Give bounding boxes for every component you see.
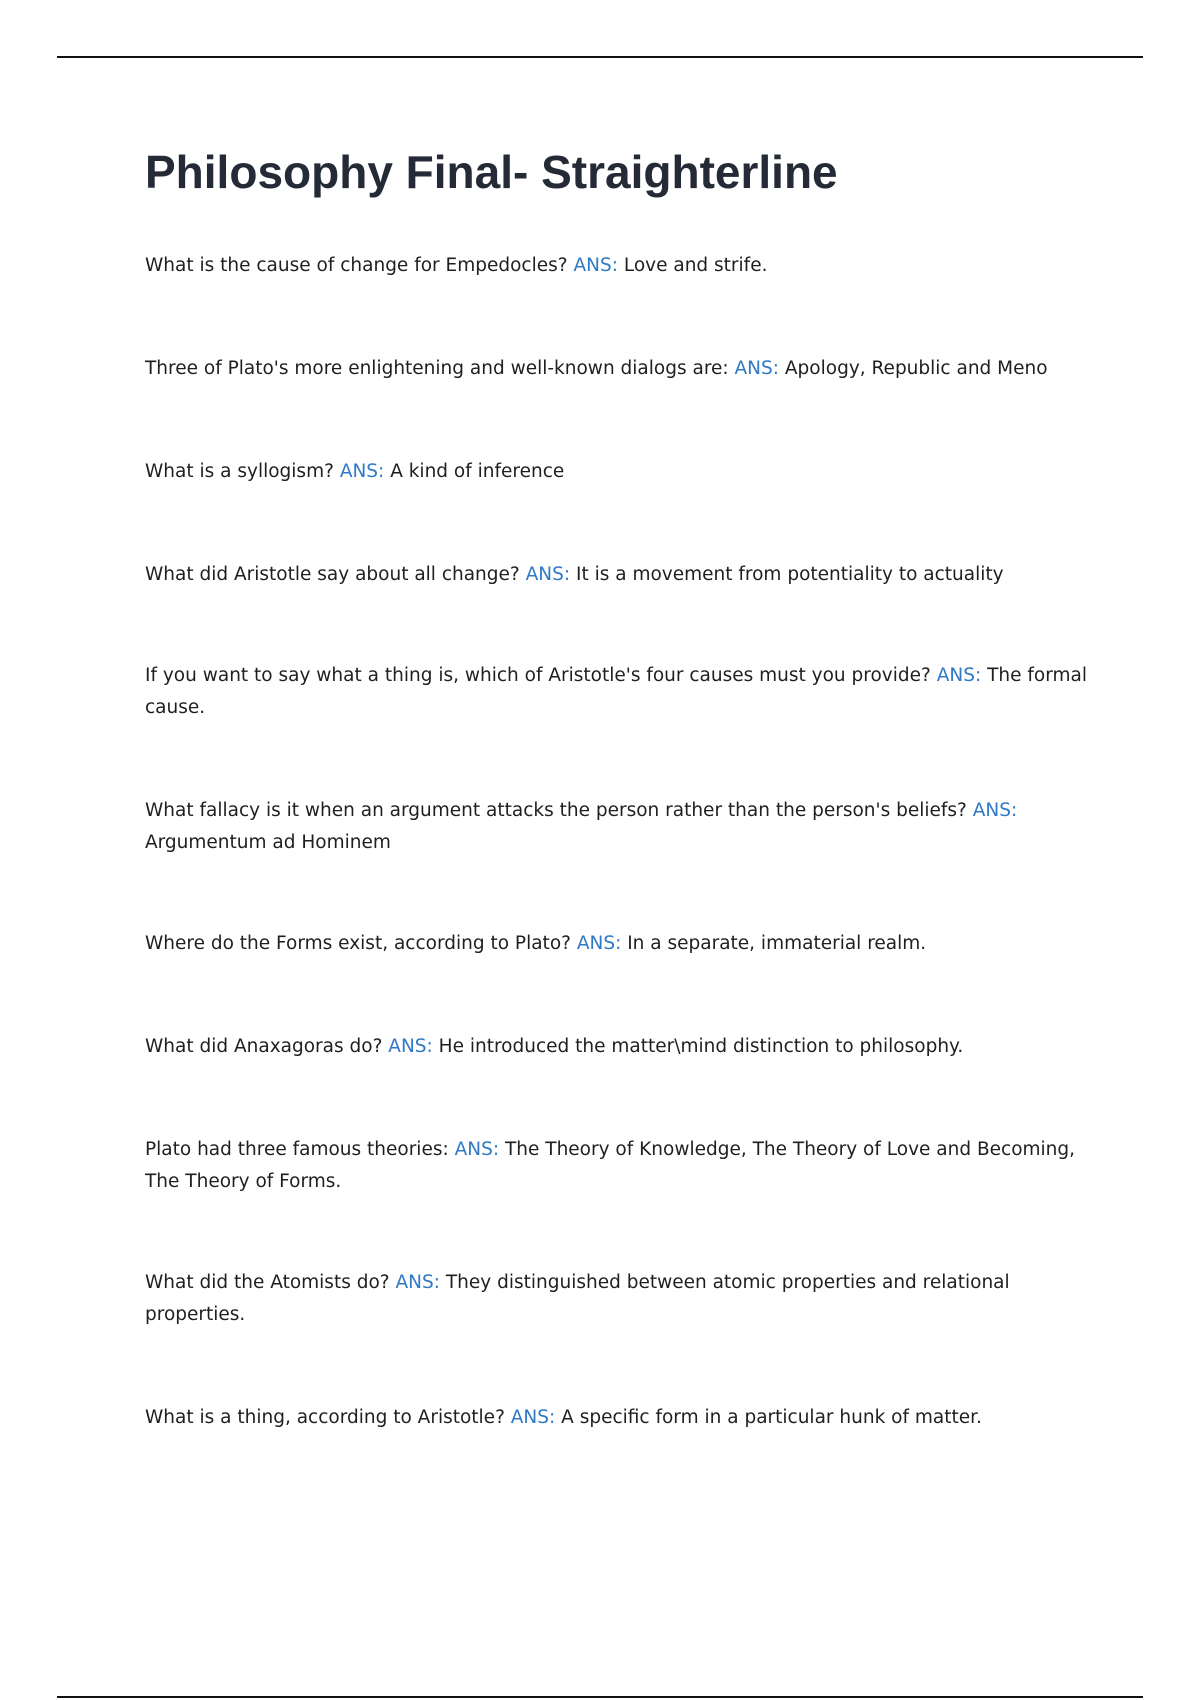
qa-item <box>145 1402 1095 1434</box>
answer-label: ANS: <box>395 1272 440 1293</box>
answer-label: ANS: <box>339 461 385 482</box>
answer-text: A kind of inference <box>390 461 565 482</box>
qa-item <box>145 1031 1095 1063</box>
question-text: If you want to say what a thing is, which of Aristotle's four causes must you provide? <box>145 665 931 686</box>
question-text: What fallacy is it when an argument attacks the person rather than the person's beliefs? <box>145 800 967 821</box>
answer-label: ANS: <box>510 1407 556 1428</box>
question-text: What is a thing, according to Aristotle? <box>145 1407 505 1428</box>
question-text: Plato had three famous theories: <box>145 1139 449 1160</box>
question-text: What did Aristotle say about all change? <box>145 564 520 585</box>
top-divider <box>57 56 1143 58</box>
question-text: What is the cause of change for Empedocles? <box>145 255 568 276</box>
answer-text: Argumentum ad Hominem <box>145 832 391 853</box>
question-text: What did the Atomists do? <box>145 1272 390 1293</box>
qa-item <box>145 660 1095 724</box>
answer-text: It is a movement from potentiality to actuality <box>576 564 1004 585</box>
qa-item <box>145 928 1095 960</box>
answer-text: The Theory of Knowledge, The Theory of Love and Becoming, The Theory of Forms. <box>145 1139 1076 1192</box>
page-title: Philosophy Final- Straighterline <box>145 146 838 198</box>
answer-label: ANS: <box>454 1139 500 1160</box>
qa-item <box>145 1267 1095 1331</box>
answer-label: ANS: <box>972 800 1018 821</box>
qa-item <box>145 795 1095 859</box>
question-text: What is a syllogism? <box>145 461 334 482</box>
answer-label: ANS: <box>525 564 571 585</box>
answer-label: ANS: <box>388 1036 433 1057</box>
answer-label: ANS: <box>573 255 618 276</box>
qa-item <box>145 456 1095 488</box>
qa-item <box>145 559 1095 591</box>
answer-label: ANS: <box>576 933 622 954</box>
question-text: Three of Plato's more enlightening and well-known dialogs are: <box>145 358 729 379</box>
question-text: Where do the Forms exist, according to Plato? <box>145 933 571 954</box>
answer-text: Love and strife. <box>623 255 768 276</box>
question-text: What did Anaxagoras do? <box>145 1036 383 1057</box>
answer-text: He introduced the matter\mind distinction to philosophy. <box>438 1036 964 1057</box>
answer-label: ANS: <box>734 358 780 379</box>
qa-item <box>145 250 1095 282</box>
qa-item <box>145 353 1095 385</box>
answer-text: Apology, Republic and Meno <box>784 358 1048 379</box>
qa-item <box>145 1134 1095 1198</box>
answer-text: They distinguished between atomic properties and relational properties. <box>145 1272 1010 1325</box>
answer-text: In a separate, immaterial realm. <box>627 933 927 954</box>
answer-label: ANS: <box>936 665 982 686</box>
bottom-divider <box>57 1696 1143 1698</box>
answer-text: A specific form in a particular hunk of matter. <box>561 1407 982 1428</box>
answer-text: The formal cause. <box>145 665 1088 718</box>
